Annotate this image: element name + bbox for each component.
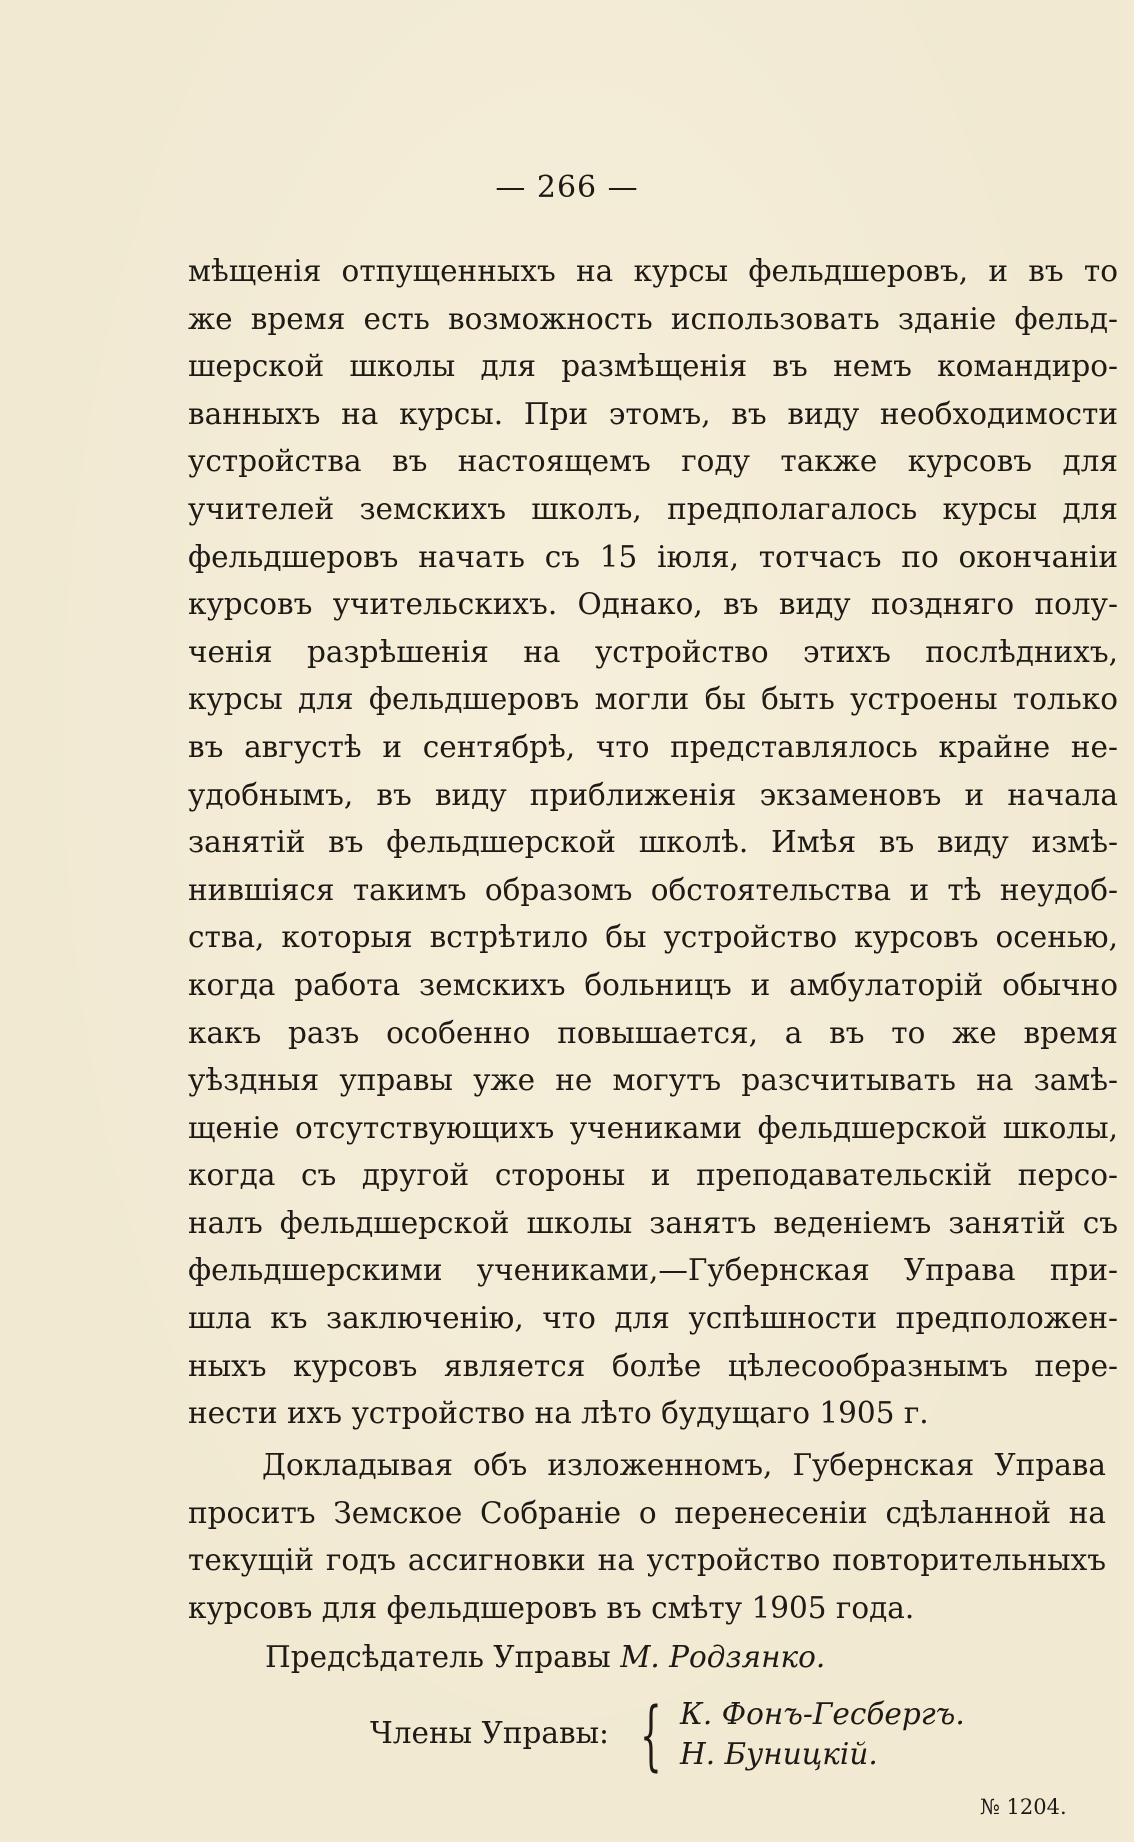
text-line: текущій годъ ассигновки на устройство повторительныхъ [188,1543,1106,1578]
text-line: удобнымъ, въ виду приближенія экзаменовъ и начала [188,777,1118,812]
text-line: фельдшеровъ начать съ 15 іюля, тотчасъ по окончаніи [188,539,1118,574]
member-name: К. Фонъ-Гесбергъ. [680,1697,965,1731]
text-line: курсовъ для фельдшеровъ въ смѣту 1905 года. [188,1590,915,1625]
member-names [680,1694,965,1774]
text-line: ныхъ курсовъ является болѣе цѣлесообразнымъ пере- [188,1348,1118,1383]
text-line: же время есть возможность использовать зданіе фельд- [188,301,1118,336]
text-line: шерской школы для размѣщенія въ немъ командиро- [188,349,1118,384]
text-line: когда работа земскихъ больницъ и амбулаторій обычно [188,967,1118,1002]
text-line: ченія разрѣшенія на устройство этихъ послѣднихъ, [188,634,1118,669]
text-line: занятій въ фельдшерской школѣ. Имѣя въ виду измѣ- [188,825,1118,860]
text-line: уѣздныя управы уже не могутъ разсчитывать на замѣ- [188,1063,1118,1098]
page-number: — 266 — [495,170,639,205]
text-line: мѣщенія отпущенныхъ на курсы фельдшеровъ, и въ то [188,254,1118,288]
text-line: Докладывая объ изложенномъ, Губернская Управа [262,1448,1106,1482]
members-label: Члены Управы: [370,1716,609,1750]
paragraph-2 [188,1442,1106,1632]
text-line: щеніе отсутствующихъ учениками фельдшерской школы, [188,1110,1118,1145]
document-number: № 1204. [980,1795,1067,1819]
chairman-name: М. Родзянко. [620,1640,826,1674]
text-line: налъ фельдшерской школы занятъ веденіемъ занятій съ [188,1205,1118,1240]
member-name: Н. Буницкій. [680,1737,878,1771]
text-line: проситъ Земское Собраніе о перенесеніи сдѣланной на [188,1495,1106,1530]
paragraph-1 [188,248,1118,1438]
text-line: какъ разъ особенно повышается, а въ то же время [188,1015,1118,1050]
text-line: курсовъ учительскихъ. Однако, въ виду поздняго полу- [188,587,1118,622]
text-line: учителей земскихъ школъ, предполагалось курсы для [188,491,1118,526]
chairman-signature [265,1640,825,1674]
text-line: устройства въ настоящемъ году также курсовъ для [188,444,1118,479]
text-line: ванныхъ на курсы. При этомъ, въ виду необходимости [188,396,1118,431]
text-line: шла къ заключенію, что для успѣшности предположен- [188,1301,1118,1336]
text-line: фельдшерскими учениками,—Губернская Управа при- [188,1253,1118,1288]
curly-brace-icon: { [640,1690,662,1779]
text-line: ства, которыя встрѣтило бы устройство курсовъ осенью, [188,920,1118,955]
chairman-label: Предсѣдатель Управы [265,1640,611,1674]
text-line: въ августѣ и сентябрѣ, что представлялось крайне не- [188,729,1118,764]
text-line: нести ихъ устройство на лѣто будущаго 1905 г. [188,1396,929,1431]
text-line: нившіяся такимъ образомъ обстоятельства и тѣ неудоб- [188,872,1118,907]
text-line: курсы для фельдшеровъ могли бы быть устроены только [188,682,1118,717]
text-line: когда съ другой стороны и преподавательскій персо- [188,1158,1118,1193]
